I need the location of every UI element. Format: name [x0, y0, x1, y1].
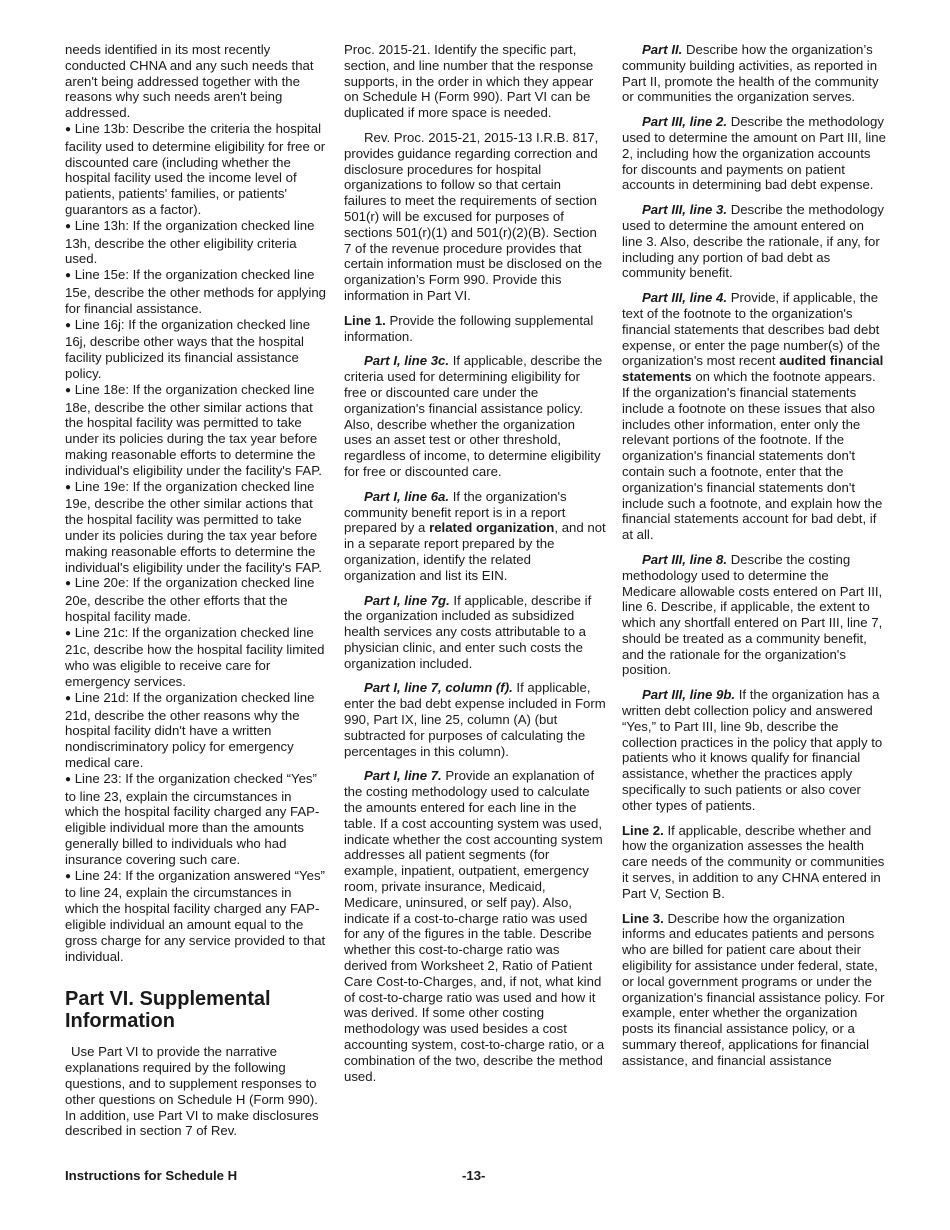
- continued-paragraph: needs identified in its most recently conducted CHNA and any such needs that aren't being addressed together with the reasons why such needs aren't being addressed.: [65, 42, 314, 121]
- continued-paragraph: Proc. 2015-21. Identify the specific part, section, and line number that the response supports, in the order in which they appear on Schedule H (Form 990). Part VI can be duplicated if more space is needed.: [344, 42, 594, 121]
- list-item: ● Line 13h: If the organization checked line 13h, describe the other eligibility criteria used.: [65, 217, 315, 267]
- column-left: [65, 42, 327, 1148]
- rev-proc-paragraph: Rev. Proc. 2015-21, 2015-13 I.R.B. 817, provides guidance regarding correction and disclosure procedures for hospital organizations to follow so that certain failures to meet the requirements of section 501(r) will be excused for purposes of sections 501(r)(1) and 501(r)(2)(B). Section 7 of the revenue procedure provides that certain information must be disclosed on the organization’s Form 990. Provide this information in Part VI.: [344, 129, 603, 303]
- part3-line4-paragraph: Part III, line 4. Provide, if applicable, the text of the footnote to the organization's financial statements that describes bad debt expense, or enter the page number(s) of the organization's most recent audited financial statements on which the footnote appears. If the organization's financial statements include a footnote on these issues that also includes other information, enter only the relevant portions of the footnote. If the organization's financial statements don't contain such a footnote, enter that the organization's financial statements don't include such a footnote, and explain how the financial statements account for bad debt, if at all.: [622, 290, 884, 543]
- list-item: ● Line 21c: If the organization checked line 21c, describe how the hospital facility limited who was eligible to receive care for emergency services.: [65, 624, 325, 690]
- bullet-icon: ●: [65, 123, 72, 135]
- list-item: ● Line 15e: If the organization checked line 15e, describe the other methods for applying for financial assistance.: [65, 267, 326, 316]
- column-right: [622, 42, 886, 1078]
- bullet-icon: ●: [65, 481, 72, 493]
- list-item: ● Line 18e: If the organization checked line 18e, describe the other similar actions that the hospital facility was permitted to take under its policies during the tax year before making reasonable efforts to determine the individual's eligibility under the facility's FAP.: [65, 381, 322, 478]
- section-heading: Part VI. Supplemental Information: [65, 988, 271, 1033]
- part1-line7g-paragraph: Part I, line 7g. If applicable, describe if the organization included as subsidized health services any costs attributable to a physician clinic, and enter such costs the organization included.: [344, 592, 592, 671]
- part2-paragraph: Part II. Describe how the organization’s community building activities, as reported in Part II, promote the health of the community or communities the organization serves.: [622, 42, 879, 105]
- line-2-paragraph: Line 2. If applicable, describe whether and how the organization assesses the health care needs of the community or communities it serves, in addition to any CHNA entered in Part V, Section B.: [622, 822, 885, 901]
- part3-line3-paragraph: Part III, line 3. Describe the methodology used to determine the amount entered on line 3. Also, describe the rationale, if any, for including any portion of bad debt as community benefit.: [622, 202, 884, 281]
- part3-line9b-paragraph: Part III, line 9b. If the organization has a written debt collection policy and answered “Yes,” to Part III, line 9b, describe the collection practices in the policy that apply to patients who it knows qualify for financial assistance, whether the practices apply specifically to such patients or also cover other types of patients.: [622, 687, 883, 813]
- line-3-paragraph: Line 3. Describe how the organization informs and educates patients and persons who are billed for patient care about their eligibility for assistance under federal, state, or local government programs or under the organization's financial assistance policy. For example, enter whether the organization posts its financial assistance policy, or a summary thereof, applications for financial assistance, and financial assistance: [622, 910, 885, 1068]
- list-item: ● Line 16j: If the organization checked line 16j, describe other ways that the hospital facility publicized its financial assistance policy.: [65, 316, 311, 381]
- part1-line7-paragraph: Part I, line 7. Provide an explanation of the costing methodology used to calculate the amounts entered for each line in the table. If a cost accounting system was used, indicate whether the cost accounting system addresses all patient segments (for example, inpatient, outpatient, emergency room, private insurance, Medicaid, Medicare, uninsured, or self pay). Also, indicate if a cost-to-charge ratio was used for any of the figures in the table. Describe whether this cost-to-charge ratio was derived from Worksheet 2, Ratio of Patient Care Cost-to-Charges, and, if not, what kind of cost-to-charge ratio was used and how it was derived. If some other costing methodology was used besides a cost accounting system, cost-to-charge ratio, or a combination of the two, describe the method used.: [344, 768, 605, 1084]
- list-item: ● Line 19e: If the organization checked line 19e, describe the other similar actions that the hospital facility was permitted to take under its policies during the tax year before making reasonable efforts to determine the individual's eligibility under the facility's FAP.: [65, 478, 322, 575]
- bullet-icon: ●: [65, 578, 72, 590]
- bullet-icon: ●: [65, 692, 72, 704]
- list-item: ● Line 23: If the organization checked “Yes” to line 23, explain the circumstances in which the hospital facility charged any FAP-eligible individual more than the amounts generally billed to individuals who had insurance covering such care.: [65, 770, 320, 867]
- part1-line6a-paragraph: Part I, line 6a. If the organization's community benefit report is in a report prepared by a related organization, and not in a separate report prepared by the organization, identify the related organization and list its EIN.: [344, 488, 606, 583]
- bullet-icon: ●: [65, 220, 72, 232]
- bullet-list: [65, 121, 327, 964]
- bullet-icon: ●: [65, 870, 72, 882]
- footer-title: Instructions for Schedule H: [65, 1168, 238, 1183]
- list-item: ● Line 21d: If the organization checked line 21d, describe the other reasons why the hospital facility didn't have a written nondiscriminatory policy for emergency medical care.: [65, 689, 315, 771]
- part1-line7f-paragraph: Part I, line 7, column (f). If applicable, enter the bad debt expense included in Form 990, Part IX, line 25, column (A) (but subtracted for purposes of calculating the percentages in this column).: [344, 680, 606, 759]
- section-intro: Use Part VI to provide the narrative explanations required by the following questions, and to supplement responses to other questions on Schedule H (Form 990). In addition, use Part VI to make disclosures described in section 7 of Rev.: [65, 1044, 319, 1139]
- column-middle: [344, 42, 606, 1093]
- list-item: ● Line 20e: If the organization checked line 20e, describe the other efforts that the hospital facility made.: [65, 575, 315, 624]
- part3-line2-paragraph: Part III, line 2. Describe the methodology used to determine the amount on Part III, line 2, including how the organization accounts for discounts and payments on patient accounts in determining bad debt expense.: [622, 114, 886, 193]
- part3-line8-paragraph: Part III, line 8. Describe the costing methodology used to determine the Medicare allowable costs entered on Part III, line 6. Describe, if applicable, the extent to which any shortfall entered on Part III, line 7, should be treated as a community benefit, and the rationale for the organization's position.: [622, 551, 883, 678]
- list-item: ● Line 13b: Describe the criteria the hospital facility used to determine eligibility for free or discounted care (including whether the hospital facility used the income level of patients, patients' families, or patients' guarantors as a factor).: [65, 120, 326, 217]
- part1-line3c-paragraph: Part I, line 3c. If applicable, describe the criteria used for determining eligibility for free or discounted care under the organization's financial assistance policy. Also, describe whether the organization uses an asset test or other threshold, regardless of income, to determine eligibility for free or discounted care.: [344, 353, 603, 479]
- list-item: ● Line 24: If the organization answered “Yes” to line 24, explain the circumstances in which the hospital facility charged any FAP-eligible individual an amount equal to the gross charge for any service provided to that individual.: [65, 867, 326, 964]
- bullet-icon: ●: [65, 270, 72, 282]
- page-number: -13-: [462, 1168, 486, 1183]
- line-1-paragraph: Line 1. Provide the following supplemental information.: [344, 312, 594, 344]
- bullet-icon: ●: [65, 319, 72, 331]
- bullet-icon: ●: [65, 384, 72, 396]
- bullet-icon: ●: [65, 627, 72, 639]
- bullet-icon: ●: [65, 773, 72, 785]
